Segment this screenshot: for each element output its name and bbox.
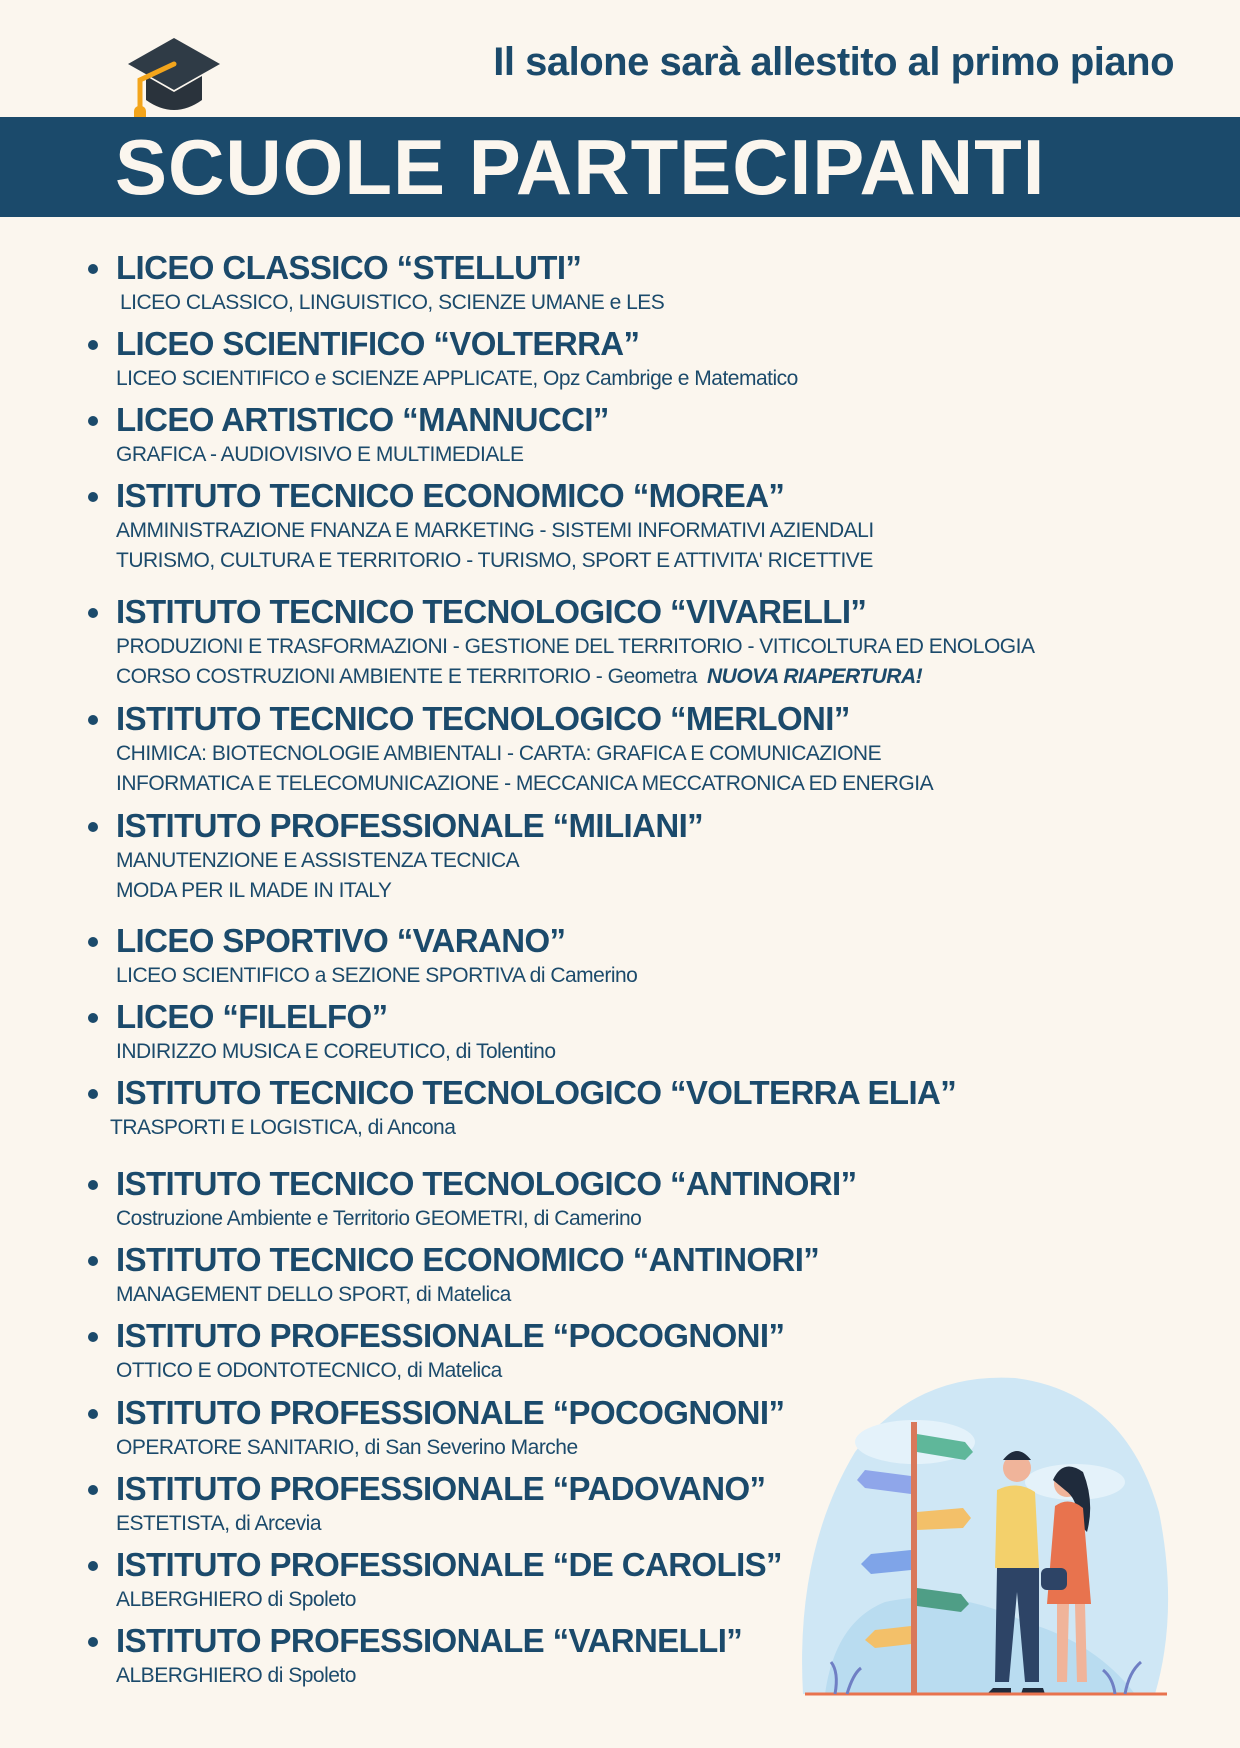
school-courses: INDIRIZZO MUSICA E COREUTICO, di Tolentino bbox=[116, 1040, 556, 1063]
signpost-couple-illustration bbox=[795, 1372, 1175, 1702]
school-item bbox=[88, 592, 1048, 692]
school-name: ISTITUTO PROFESSIONALE “POCOGNONI” bbox=[88, 1316, 1048, 1356]
school-courses: LICEO CLASSICO, LINGUISTICO, SCIENZE UMANE e LES bbox=[120, 291, 665, 314]
school-courses: OTTICO E ODONTOTECNICO, di Matelica bbox=[116, 1359, 502, 1382]
school-name: ISTITUTO TECNICO TECNOLOGICO “VIVARELLI” bbox=[88, 592, 1048, 632]
school-name: LICEO CLASSICO “STELLUTI” bbox=[88, 248, 1048, 288]
school-item bbox=[88, 1164, 1048, 1234]
school-name: ISTITUTO PROFESSIONALE “VARNELLI” bbox=[88, 1621, 1048, 1661]
school-courses: AMMINISTRAZIONE FNANZA E MARKETING - SISTEMI INFORMATIVI AZIENDALI bbox=[116, 519, 874, 542]
school-name: LICEO SPORTIVO “VARANO” bbox=[88, 921, 1048, 961]
school-name: ISTITUTO TECNICO TECNOLOGICO “ANTINORI” bbox=[88, 1164, 1048, 1204]
school-courses: ALBERGHIERO di Spoleto bbox=[116, 1664, 356, 1687]
school-name: ISTITUTO TECNICO TECNOLOGICO “MERLONI” bbox=[88, 699, 1048, 739]
school-name: LICEO SCIENTIFICO “VOLTERRA” bbox=[88, 324, 1048, 364]
school-name: ISTITUTO PROFESSIONALE “DE CAROLIS” bbox=[88, 1545, 1048, 1585]
school-courses: OPERATORE SANITARIO, di San Severino Marche bbox=[116, 1436, 578, 1459]
school-courses-text: CORSO COSTRUZIONI AMBIENTE E TERRITORIO - Geometra bbox=[116, 665, 697, 688]
school-name: ISTITUTO PROFESSIONALE “PADOVANO” bbox=[88, 1469, 1048, 1509]
school-courses: MODA PER IL MADE IN ITALY bbox=[116, 879, 392, 902]
school-courses: ALBERGHIERO di Spoleto bbox=[116, 1588, 356, 1611]
school-item bbox=[88, 324, 1048, 394]
school-item bbox=[88, 248, 1048, 318]
school-courses: ESTETISTA, di Arcevia bbox=[116, 1512, 322, 1535]
school-courses: PRODUZIONI E TRASFORMAZIONI - GESTIONE DEL TERRITORIO - VITICOLTURA ED ENOLOGIA bbox=[116, 635, 1035, 658]
school-item bbox=[88, 1240, 1048, 1310]
school-item bbox=[88, 476, 1048, 576]
school-courses: MANAGEMENT DELLO SPORT, di Matelica bbox=[116, 1283, 511, 1306]
school-item bbox=[88, 699, 1048, 799]
reopening-badge: NUOVA RIAPERTURA! bbox=[706, 665, 923, 688]
school-courses: TURISMO, CULTURA E TERRITORIO - TURISMO, SPORT E ATTIVITA' RICETTIVE bbox=[116, 549, 873, 572]
page-title: SCUOLE PARTECIPANTI bbox=[115, 123, 1046, 211]
school-name: ISTITUTO TECNICO ECONOMICO “MOREA” bbox=[88, 476, 1048, 516]
school-name: ISTITUTO PROFESSIONALE “MILIANI” bbox=[88, 806, 1048, 846]
school-item bbox=[88, 921, 1048, 991]
school-item bbox=[88, 1073, 1048, 1143]
school-courses: Costruzione Ambiente e Territorio GEOMETRI, di Camerino bbox=[116, 1207, 642, 1230]
school-courses: GRAFICA - AUDIOVISIVO E MULTIMEDIALE bbox=[116, 443, 524, 466]
school-courses: MANUTENZIONE E ASSISTENZA TECNICA bbox=[116, 849, 520, 872]
school-courses: TRASPORTI E LOGISTICA, di Ancona bbox=[110, 1116, 456, 1139]
school-item bbox=[88, 400, 1048, 470]
school-name: ISTITUTO TECNICO TECNOLOGICO “VOLTERRA ELIA” bbox=[88, 1073, 1048, 1113]
school-courses: CHIMICA: BIOTECNOLOGIE AMBIENTALI - CARTA: GRAFICA E COMUNICAZIONE bbox=[116, 742, 882, 765]
school-item bbox=[88, 806, 1048, 906]
school-name: LICEO ARTISTICO “MANNUCCI” bbox=[88, 400, 1048, 440]
school-name: LICEO “FILELFO” bbox=[88, 997, 1048, 1037]
location-note: Il salone sarà allestito al primo piano bbox=[493, 40, 1174, 84]
school-name: ISTITUTO PROFESSIONALE “POCOGNONI” bbox=[88, 1393, 1048, 1433]
school-item bbox=[88, 997, 1048, 1067]
school-name: ISTITUTO TECNICO ECONOMICO “ANTINORI” bbox=[88, 1240, 1048, 1280]
school-courses: INFORMATICA E TELECOMUNICAZIONE - MECCANICA MECCATRONICA ED ENERGIA bbox=[116, 772, 934, 795]
school-courses: LICEO SCIENTIFICO e SCIENZE APPLICATE, Opz Cambrige e Matematico bbox=[116, 367, 798, 390]
school-courses: LICEO SCIENTIFICO a SEZIONE SPORTIVA di Camerino bbox=[116, 964, 638, 987]
school-courses bbox=[88, 662, 1048, 692]
